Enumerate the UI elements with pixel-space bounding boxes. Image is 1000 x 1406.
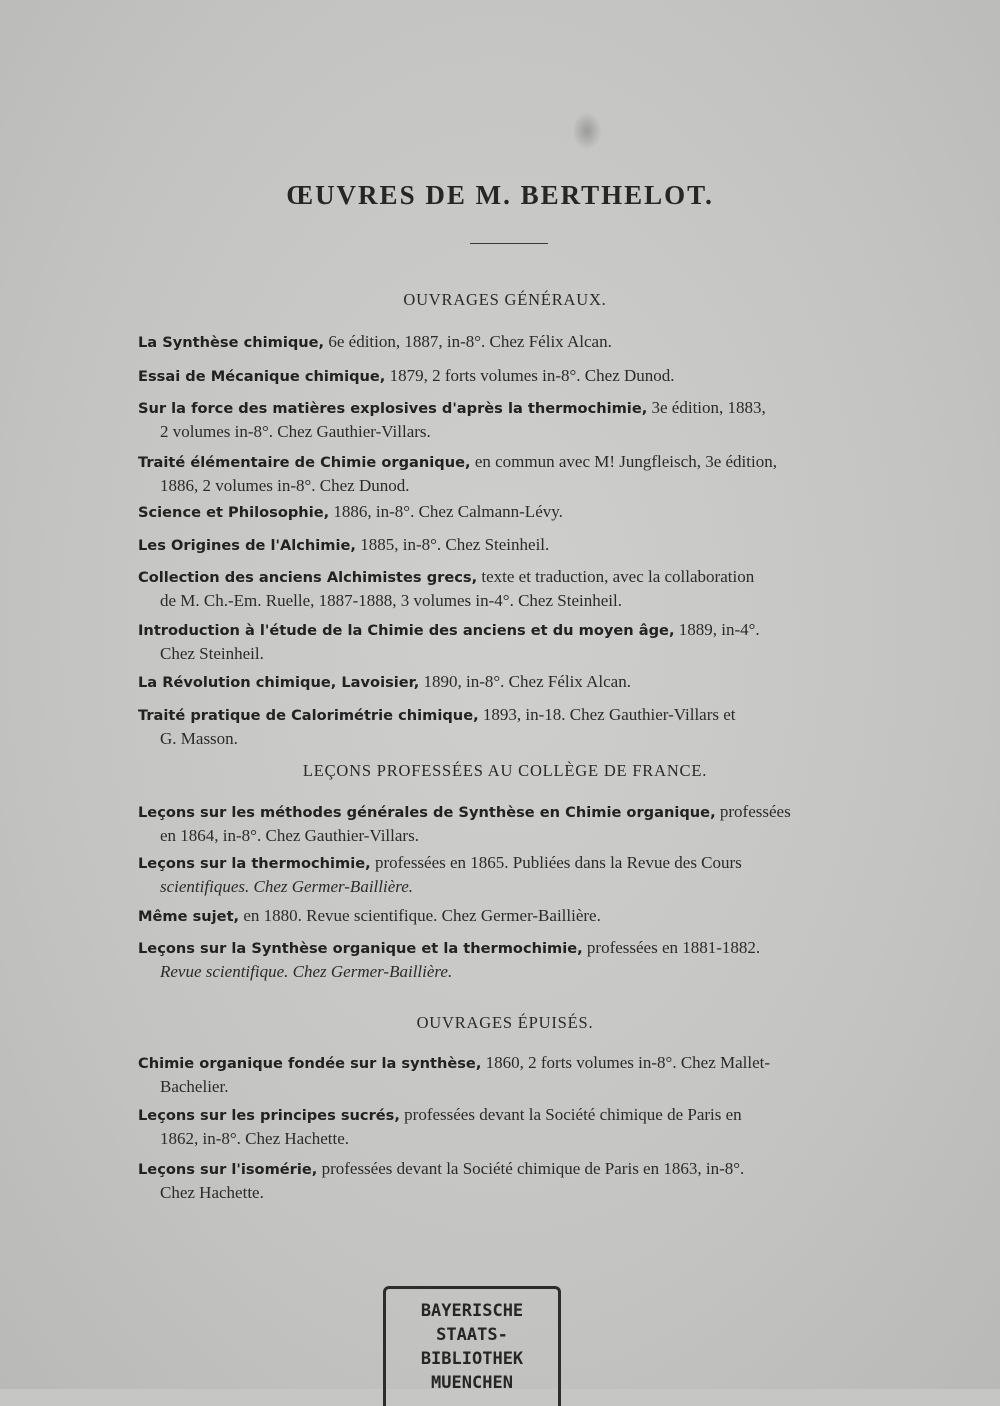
section-heading-general: OUVRAGES GÉNÉRAUX. bbox=[403, 290, 607, 309]
entry-methodes-synthese bbox=[138, 800, 875, 847]
entry-title: Introduction à l'étude de la Chimie des anciens et du moyen âge, bbox=[138, 622, 675, 639]
entry-details: 1860, 2 forts volumes in-8°. Chez Mallet- bbox=[481, 1053, 771, 1072]
entry-details: 1886, in-8°. Chez Calmann-Lévy. bbox=[329, 502, 563, 521]
entry-title: Science et Philosophie, bbox=[138, 504, 330, 521]
entry-title: Chimie organique fondée sur la synthèse, bbox=[138, 1055, 482, 1072]
entry-continuation: 1862, in-8°. Chez Hachette. bbox=[160, 1129, 350, 1148]
entry-matieres-explosives bbox=[138, 396, 875, 443]
entry-continuation: Chez Steinheil. bbox=[160, 644, 264, 663]
ink-smudge bbox=[572, 112, 602, 150]
entry-principes-sucres bbox=[138, 1103, 875, 1150]
entry-continuation: Revue scientifique. Chez Germer-Baillière. bbox=[160, 962, 453, 981]
entry-title: La Révolution chimique, Lavoisier, bbox=[138, 674, 420, 691]
entry-details: 6e édition, 1887, in-8°. Chez Félix Alcan. bbox=[324, 332, 612, 351]
title-rule bbox=[470, 243, 548, 244]
stamp-line: BIBLIOTHEK bbox=[420, 1349, 524, 1369]
entry-details: professées bbox=[715, 802, 791, 821]
entry-title: Leçons sur l'isomérie, bbox=[138, 1161, 318, 1178]
entry-thermochimie bbox=[138, 851, 875, 898]
entry-title: Collection des anciens Alchimistes grecs, bbox=[138, 569, 478, 586]
entry-title: Traité élémentaire de Chimie organique, bbox=[138, 454, 471, 471]
entry-chimie-organique-synthese bbox=[138, 1051, 875, 1098]
page-title: ŒUVRES DE M. BERTHELOT. bbox=[286, 180, 714, 210]
entry-details: 1890, in-8°. Chez Félix Alcan. bbox=[419, 672, 631, 691]
entry-title: Leçons sur la Synthèse organique et la thermochimie, bbox=[138, 940, 583, 957]
entry-continuation: Bachelier. bbox=[160, 1077, 229, 1096]
entry-introduction-chimie-anciens bbox=[138, 618, 875, 665]
entry-traite-chimie-organique bbox=[138, 450, 875, 497]
entry-details: 3e édition, 1883, bbox=[647, 398, 766, 417]
stamp-line: BAYERISCHE bbox=[420, 1301, 524, 1321]
entry-revolution-chimique bbox=[138, 670, 875, 694]
entry-title: La Synthèse chimique, bbox=[138, 334, 325, 351]
entry-isomerie bbox=[138, 1157, 875, 1204]
entry-title: Essai de Mécanique chimique, bbox=[138, 368, 386, 385]
entry-continuation: en 1864, in-8°. Chez Gauthier-Villars. bbox=[160, 826, 419, 845]
entry-synthese-chimique bbox=[138, 330, 875, 354]
entry-details: 1893, in-18. Chez Gauthier-Villars et bbox=[478, 705, 736, 724]
entry-details: professées en 1865. Publiées dans la Revue des Cours bbox=[370, 853, 742, 872]
entry-continuation: Chez Hachette. bbox=[160, 1183, 264, 1202]
entry-details: 1879, 2 forts volumes in-8°. Chez Dunod. bbox=[385, 366, 675, 385]
entry-calorimetrie bbox=[138, 703, 875, 750]
entry-title: Leçons sur les principes sucrés, bbox=[138, 1107, 400, 1124]
stamp-line: STAATS- bbox=[436, 1325, 508, 1345]
entry-continuation: scientifiques. Chez Germer-Baillière. bbox=[160, 877, 414, 896]
section-heading-college-de-france: LEÇONS PROFESSÉES AU COLLÈGE DE FRANCE. bbox=[302, 761, 708, 780]
entry-origines-alchimie bbox=[138, 533, 875, 557]
entry-title: Leçons sur les méthodes générales de Synthèse en Chimie organique, bbox=[138, 804, 716, 821]
stamp-line: MUENCHEN bbox=[431, 1373, 513, 1393]
entry-meme-sujet bbox=[138, 904, 875, 928]
entry-continuation: G. Masson. bbox=[160, 729, 238, 748]
entry-title: Leçons sur la thermochimie, bbox=[138, 855, 371, 872]
entry-title: Les Origines de l'Alchimie, bbox=[138, 537, 356, 554]
entry-alchimistes-grecs bbox=[138, 565, 875, 612]
entry-details: 1885, in-8°. Chez Steinheil. bbox=[355, 535, 550, 554]
entry-continuation: 1886, 2 volumes in-8°. Chez Dunod. bbox=[160, 476, 410, 495]
entry-details: en 1880. Revue scientifique. Chez Germer-Baillière. bbox=[239, 906, 601, 925]
entry-details: professées devant la Société chimique de Paris en 1863, in-8°. bbox=[317, 1159, 745, 1178]
entry-title: Traité pratique de Calorimétrie chimique, bbox=[138, 707, 479, 724]
entry-continuation: de M. Ch.-Em. Ruelle, 1887-1888, 3 volumes in-4°. Chez Steinheil. bbox=[160, 591, 622, 610]
entry-details: professées devant la Société chimique de Paris en bbox=[399, 1105, 742, 1124]
entry-title: Sur la force des matières explosives d'après la thermochimie, bbox=[138, 400, 648, 417]
library-stamp bbox=[383, 1286, 561, 1406]
entry-synthese-organique-thermochimie bbox=[138, 936, 875, 983]
entry-science-philosophie bbox=[138, 500, 875, 524]
entry-details: professées en 1881-1882. bbox=[582, 938, 761, 957]
entry-mecanique-chimique bbox=[138, 364, 875, 388]
entry-details: texte et traduction, avec la collaboration bbox=[477, 567, 755, 586]
entry-title: Même sujet, bbox=[138, 908, 240, 925]
section-heading-epuises: OUVRAGES ÉPUISÉS. bbox=[416, 1013, 594, 1032]
entry-continuation: 2 volumes in-8°. Chez Gauthier-Villars. bbox=[160, 422, 431, 441]
entry-details: en commun avec M! Jungfleisch, 3e édition, bbox=[470, 452, 777, 471]
entry-details: 1889, in-4°. bbox=[674, 620, 760, 639]
